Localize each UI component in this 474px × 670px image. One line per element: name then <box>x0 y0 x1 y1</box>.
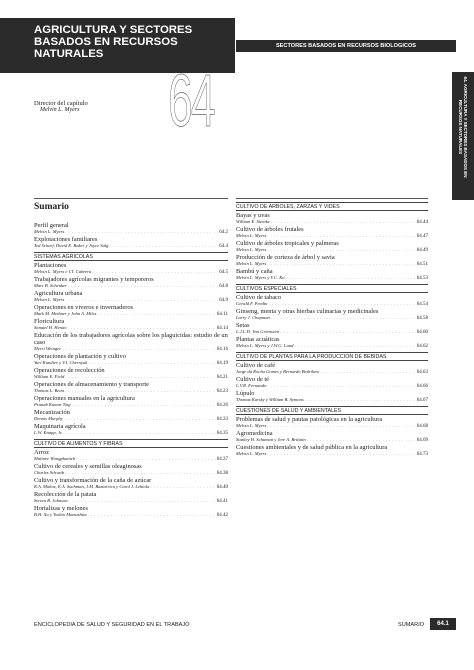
toc-entry-title: Cultivo de té <box>236 376 270 383</box>
toc-entry-page: 64.42 <box>216 513 228 518</box>
toc-entry-page: 64.54 <box>416 302 428 307</box>
toc-section-heading: CULTIVO DE ARBOLES, ZARZAS Y VIDES <box>236 202 428 212</box>
toc-entry-author: Thomas Karsky y William B. Symons <box>236 397 304 402</box>
toc-entry-author: L.J.L.D. Van Griensven <box>236 329 280 334</box>
toc-entry-title: Operaciones de recolección <box>34 367 105 374</box>
toc-entry-title: Cultivo de árboles tropicales y palmeras <box>236 240 339 247</box>
dot-leader <box>267 247 416 253</box>
dot-leader <box>109 243 218 249</box>
toc-entry[interactable] <box>236 390 428 404</box>
summary-heading: Sumario <box>34 202 69 212</box>
dot-leader <box>268 301 415 307</box>
toc-entry[interactable] <box>236 322 428 336</box>
toc-entry-page: 64.58 <box>416 316 428 321</box>
dot-leader <box>150 484 215 490</box>
toc-entry[interactable] <box>34 409 228 423</box>
dot-leader <box>286 275 416 281</box>
divider-right <box>236 198 428 199</box>
dot-leader <box>64 416 216 422</box>
toc-entry-title: Cuestiones ambientales y de salud pública en la agricultura <box>236 444 388 451</box>
section-subtitle: SECTORES BASADOS EN RECURSOS BIOLOGICOS <box>236 40 456 52</box>
dot-leader <box>76 456 215 462</box>
toc-entry-author: Melvin L. Myers <box>236 233 267 238</box>
toc-entry-page: 64.33 <box>216 417 228 422</box>
toc-entry-title: Operaciones en viveros e invernaderos <box>34 304 134 311</box>
toc-entry-title: Cultivo y transformación de la caña de azúcar <box>34 477 152 484</box>
dot-leader <box>65 470 216 476</box>
toc-entry-author: Yuri Kundiev y V.I. Chernyuk <box>34 360 88 365</box>
toc-entry[interactable] <box>34 262 228 276</box>
toc-entry-page: 64.9 <box>219 298 228 303</box>
toc-entry-page: 64.37 <box>216 457 228 462</box>
toc-entry-page: 64.53 <box>416 276 428 281</box>
toc-entry-page: 64.63 <box>416 370 428 375</box>
toc-section-heading: CULTIVOS ESPECIALES <box>236 284 428 294</box>
toc-entry-author: Melvin L. Myers y J.W.G. Lund <box>236 343 294 348</box>
toc-entry-author: L.V.R. Fernando <box>236 383 267 388</box>
dot-leader <box>305 397 416 403</box>
toc-entry[interactable] <box>236 416 428 430</box>
toc-entry-title: Mecanización <box>34 409 70 416</box>
toc-entry-author: Dennis Murphy <box>34 416 63 421</box>
toc-entry-title: Hortalizas y melones <box>34 505 88 512</box>
toc-entry-author: Melvin L. Myers y Y.C. Ko <box>236 275 285 280</box>
toc-entry-title: Cultivo de tabaco <box>236 294 282 301</box>
toc-entry[interactable] <box>34 290 228 304</box>
toc-entry-author: L.W. Knapp, Jr. <box>34 430 63 435</box>
toc-entry[interactable] <box>236 444 428 458</box>
toc-entry-page: 64.51 <box>416 262 428 267</box>
toc-entry-author: Charles Schwab <box>34 470 64 475</box>
toc-entry-title: Setas <box>236 322 250 329</box>
toc-entry-author: Melvin L. Myers <box>236 423 267 428</box>
toc-entry-author: Merri Weinger <box>34 346 62 351</box>
toc-section-heading: CULTIVO DE PLANTAS PARA LA PRODUCCION DE BEBIDAS <box>236 352 428 362</box>
toc-entry-title: Bayas y uvas <box>236 212 270 219</box>
toc-entry[interactable] <box>34 395 228 409</box>
toc-entry-author: B.H. Xu y Toshio Matsushita <box>34 512 87 517</box>
toc-entry[interactable] <box>34 423 228 437</box>
toc-entry[interactable] <box>236 254 428 268</box>
chapter-title: AGRICULTURA Y SECTORES BASADOS EN RECURSOS NATURALES <box>34 24 193 60</box>
toc-entry-title: Agromedicina <box>236 430 273 437</box>
dot-leader <box>271 219 416 225</box>
dot-leader <box>88 360 215 366</box>
side-tab <box>452 72 474 200</box>
toc-entry-page: 64.2 <box>219 230 228 235</box>
toc-entry-author: Gerald F. Peedin <box>236 301 268 306</box>
toc-entry[interactable] <box>34 318 228 332</box>
toc-entry-author: Pranab Kumar Nag <box>34 402 71 407</box>
toc-entry-author: Melvin L. Myers <box>236 261 267 266</box>
toc-entry-page: 64.26 <box>216 403 228 408</box>
toc-entry[interactable] <box>236 240 428 254</box>
toc-entry[interactable] <box>236 336 428 350</box>
toc-entry-title: Floricultura <box>34 318 65 325</box>
toc-entry-title: Cultivo de cereales y semillas oleaginosas <box>34 463 142 470</box>
toc-entry-page: 64.4 <box>219 244 228 249</box>
toc-entry-author: Marc B. Schenker <box>34 283 67 288</box>
toc-entry-title: Perfil general <box>34 222 69 229</box>
toc-entry-title: Producción de corteza de árbol y savia <box>236 254 335 261</box>
toc-entry[interactable] <box>34 449 228 463</box>
toc-right-column <box>236 200 428 458</box>
toc-entry-author: R.A. Muñoz, E.A. Suchman, J.M. Baztarrica y Carol J. Lehtola <box>34 484 150 489</box>
toc-entry-page: 64.19 <box>216 361 228 366</box>
dot-leader <box>69 498 216 504</box>
dot-leader <box>280 329 416 335</box>
toc-entry-title: Trabajadores agrícolas migrantes y temporeros <box>34 276 154 283</box>
toc-entry-page: 64.69 <box>416 438 428 443</box>
dot-leader <box>97 311 215 317</box>
toc-entry-page: 64.41 <box>216 499 228 504</box>
dot-leader <box>65 388 216 394</box>
toc-entry-title: Bambú y caña <box>236 268 273 275</box>
toc-entry-page: 64.38 <box>216 471 228 476</box>
toc-entry[interactable] <box>236 226 428 240</box>
toc-entry[interactable] <box>236 362 428 376</box>
toc-entry-page: 64.5 <box>219 270 228 275</box>
dot-leader <box>92 269 218 275</box>
dot-leader <box>65 229 218 235</box>
toc-entry[interactable] <box>34 505 228 519</box>
toc-entry-author: Steven B. Johnson <box>34 498 68 503</box>
toc-entry-page: 64.67 <box>416 398 428 403</box>
dot-leader <box>267 261 416 267</box>
toc-entry[interactable] <box>236 294 428 308</box>
footer-encyclopedia-title: ENCICLOPEDIA DE SALUD Y SEGURIDAD EN EL TRABAJO <box>34 622 190 628</box>
toc-entry-title: Ginseng, menta y otras hierbas culinarias y medicinales <box>236 308 379 315</box>
toc-entry-title: Arroz <box>34 449 49 456</box>
toc-entry[interactable] <box>34 222 228 236</box>
toc-entry-page: 64.8 <box>219 284 228 289</box>
dot-leader <box>267 233 416 239</box>
toc-entry-page: 64.14 <box>216 326 228 331</box>
toc-entry-author: Melvin L. Myers <box>34 229 65 234</box>
toc-entry-title: Cultivo de árboles frutales <box>236 226 304 233</box>
toc-entry[interactable] <box>236 308 428 322</box>
dot-leader <box>68 325 216 331</box>
toc-entry-page: 64.68 <box>416 424 428 429</box>
dot-leader <box>294 343 415 349</box>
toc-entry-page: 64.49 <box>416 248 428 253</box>
director-label: Director del capítulo <box>34 100 88 107</box>
toc-entry-title: Educación de los trabajadores agrícolas sobre los plaguicidas: estudio de un caso <box>34 332 228 346</box>
toc-entry-title: Operaciones de almacenamiento y transporte <box>34 381 149 388</box>
side-tab-label: 64. AGRICULTURA Y SECTORES BASADOS EN RECURSOS NATURALES <box>458 76 468 178</box>
toc-entry-author: Jorge da Rocha Gomes y Bernardo Bedrikow <box>236 369 320 374</box>
dot-leader <box>267 423 416 429</box>
toc-section-heading: CUESTIONES DE SALUD Y AMBIENTALES <box>236 406 428 416</box>
toc-entry[interactable] <box>236 430 428 444</box>
dot-leader <box>320 369 415 375</box>
toc-entry-title: Explotaciones familiares <box>34 236 98 243</box>
toc-entry[interactable] <box>236 212 428 226</box>
dot-leader <box>65 297 218 303</box>
dot-leader <box>63 430 215 436</box>
toc-entry-page: 64.62 <box>416 344 428 349</box>
toc-entry-author: Melvin L. Myers <box>236 247 267 252</box>
toc-entry-title: Agricultura urbana <box>34 290 83 297</box>
toc-entry-page: 64.60 <box>416 330 428 335</box>
toc-entry[interactable] <box>34 491 228 505</box>
director-name: Melvin L. Myers <box>40 107 80 113</box>
dot-leader <box>72 402 216 408</box>
toc-section-heading: CULTIVO DE ALIMENTOS Y FIBRAS <box>34 439 228 449</box>
toc-entry[interactable] <box>34 367 228 381</box>
dot-leader <box>271 315 416 321</box>
toc-section-heading: SISTEMAS AGRICOLAS <box>34 252 228 262</box>
footer-page-number: 64.1 <box>430 618 456 630</box>
toc-entry-page: 64.47 <box>416 234 428 239</box>
divider-left <box>34 198 228 199</box>
toc-entry-page: 64.66 <box>416 384 428 389</box>
dot-leader <box>88 512 216 518</box>
toc-entry[interactable] <box>34 236 228 250</box>
dot-leader <box>62 346 216 352</box>
dot-leader <box>267 451 416 457</box>
toc-entry-author: William E. Steinke <box>236 219 270 224</box>
toc-entry-title: Cultivo de café <box>236 362 276 369</box>
toc-entry-title: Plantas acuáticas <box>236 336 280 343</box>
toc-entry-page: 64.16 <box>216 347 228 352</box>
toc-entry-author: Melvin L. Myers <box>34 297 65 302</box>
toc-entry-author: Samuel H. Henao <box>34 325 67 330</box>
dot-leader <box>65 374 216 380</box>
toc-entry-title: Plantaciones <box>34 262 67 269</box>
chapter-number: 64 <box>168 59 214 142</box>
toc-entry[interactable] <box>34 381 228 395</box>
toc-entry-title: Lúpulo <box>236 390 255 397</box>
toc-entry-author: William E. Field <box>34 374 65 379</box>
toc-entry[interactable] <box>34 276 228 290</box>
toc-entry-page: 64.44 <box>416 220 428 225</box>
toc-entry-page: 64.40 <box>216 485 228 490</box>
toc-entry[interactable] <box>34 304 228 318</box>
toc-entry-title: Maquinaria agrícola <box>34 423 86 430</box>
toc-entry-author: Ted Scharf, David E. Baker y Joyce Salg <box>34 243 109 248</box>
toc-entry-author: Melvin L. Myers <box>236 451 267 456</box>
toc-entry-author: Larry J. Chapman <box>236 315 270 320</box>
toc-entry-author: Mark M. Methner y John A. Miles <box>34 311 97 316</box>
toc-entry-author: Thomas L. Bean <box>34 388 64 393</box>
toc-left-column <box>34 222 228 519</box>
toc-entry-page: 64.23 <box>216 389 228 394</box>
toc-entry[interactable] <box>34 332 228 353</box>
toc-entry-page: 64.35 <box>216 431 228 436</box>
dot-leader <box>307 437 416 443</box>
toc-entry-title: Operaciones manuales en la agricultura <box>34 395 135 402</box>
toc-entry-title: Problemas de salud y pautas patológicas en la agricultura <box>236 416 383 423</box>
dot-leader <box>68 283 218 289</box>
toc-entry[interactable] <box>34 463 228 477</box>
toc-entry[interactable] <box>236 268 428 282</box>
toc-entry-page: 64.11 <box>216 312 228 317</box>
toc-entry-author: Malinee Wongphanich <box>34 456 76 461</box>
toc-entry-title: Recolección de la patata <box>34 491 97 498</box>
toc-entry-author: Stanley H. Schuman y Jere A. Brittain <box>236 437 306 442</box>
toc-entry[interactable] <box>236 376 428 390</box>
toc-entry-title: Operaciones de plantación y cultivo <box>34 353 126 360</box>
dot-leader <box>267 383 415 389</box>
toc-entry-author: Melvin L. Myers e I.T. Cabrera <box>34 269 92 274</box>
toc-entry[interactable] <box>34 477 228 491</box>
toc-entry[interactable] <box>34 353 228 367</box>
toc-entry-page: 64.73 <box>416 452 428 457</box>
toc-entry-page: 64.21 <box>216 375 228 380</box>
footer-section-label: SUMARIO <box>398 622 425 628</box>
